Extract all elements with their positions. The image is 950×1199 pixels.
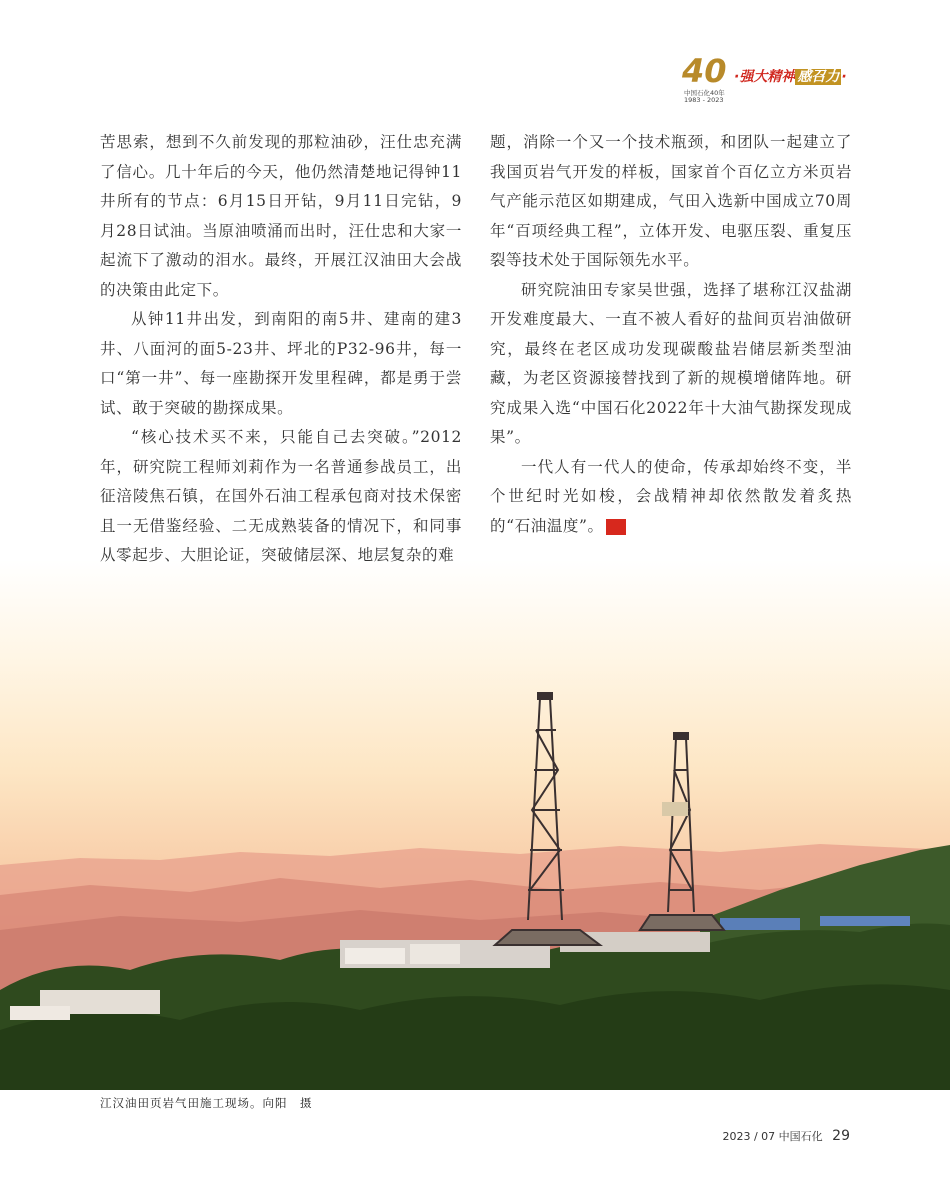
slogan: ·强大精神 感召力 · <box>734 69 847 85</box>
anniversary-badge <box>682 52 882 108</box>
oilfield-photo <box>0 560 950 1090</box>
paragraph: 苦思索，想到不久前发现的那粒油砂，汪仕忠充满了信心。几十年后的今天，他仍然清楚地记得钟11井所有的节点：6月15日开钻，9月11日完钻，9月28日试油。当原油喷涌而出时，汪仕忠和大家一起流下了激动的泪水。最终，开展江汉油田大会战的决策由此定下。 <box>100 133 462 299</box>
anniversary-number: 40 <box>682 52 727 90</box>
page-number: 29 <box>832 1128 850 1144</box>
article-right-column <box>490 128 852 541</box>
paragraph: 从钟11井出发，到南阳的南5井、建南的建3井、八面河的面5-23井、坪北的P32-96井，每一口“第一井”、每一座勘探开发里程碑，都是勇于尝试、敢于突破的勘探成果。 <box>100 310 462 417</box>
paragraph-final: 一代人有一代人的使命，传承却始终不变，半个世纪时光如梭，会战精神却依然散发着炙热的“石油温度”。 石 <box>490 457 852 535</box>
page-footer <box>722 1128 850 1144</box>
issue-label: 2023 / 07 中国石化 <box>722 1130 823 1143</box>
paragraph: 题，消除一个又一个技术瓶颈，和团队一起建立了我国页岩气开发的样板，国家首个百亿立方米页岩气产能示范区如期建成，气田入选新中国成立70周年“百项经典工程”，立体开发、电驱压裂、重复压裂等技术处于国际领先水平。 <box>490 133 852 269</box>
photo-caption: 江汉油田页岩气田施工现场。向阳 摄 <box>100 1096 313 1110</box>
end-mark-icon: 石 <box>606 519 626 535</box>
landscape-illustration <box>0 560 950 1090</box>
anniversary-org: 中国石化40年 1983 - 2023 <box>684 89 725 104</box>
paragraph: 研究院油田专家吴世强，选择了堪称江汉盐湖开发难度最大、一直不被人看好的盐间页岩油做研究，最终在老区成功发现碳酸盐岩储层新类型油藏，为老区资源接替找到了新的规模增储阵地。研究成果入选“中国石化2022年十大油气勘探发现成果”。 <box>490 280 852 446</box>
paragraph: “核心技术买不来，只能自己去突破。”2012年，研究院工程师刘莉作为一名普通参战员工，出征涪陵焦石镇，在国外石油工程承包商对技术保密且一无借鉴经验、二无成熟装备的情况下，和同事从零起步、大胆论证，突破储层深、地层复杂的难 <box>100 428 462 564</box>
article-left-column <box>100 128 462 571</box>
